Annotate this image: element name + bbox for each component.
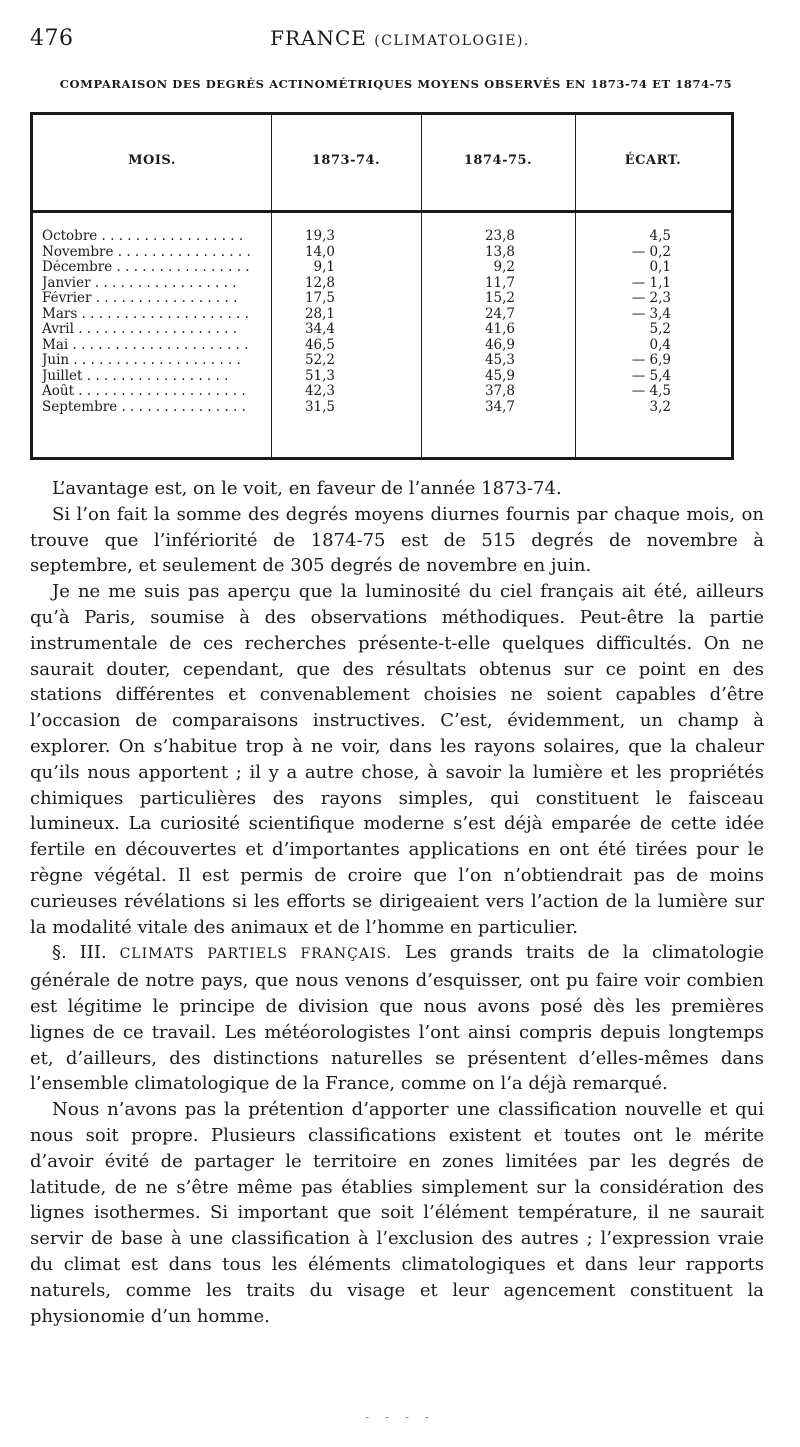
value-1874-75: 37,8 xyxy=(484,383,515,399)
month-cell: Août . . . . . . . . . . . . . . . . . . . . xyxy=(42,384,246,399)
table-row xyxy=(33,245,731,261)
footer-marks: - - - - xyxy=(365,1410,435,1424)
month-cell: Juin . . . . . . . . . . . . . . . . . . . . xyxy=(42,353,241,368)
value-1873-74: 34,4 xyxy=(304,321,335,337)
month-cell: Janvier . . . . . . . . . . . . . . . . . xyxy=(42,275,237,291)
month-cell: Décembre . . . . . . . . . . . . . . . . xyxy=(42,260,250,275)
value-ecart: — 5,4 xyxy=(631,367,671,384)
table-row xyxy=(33,307,731,323)
month-cell: Juillet . . . . . . . . . . . . . . . . . xyxy=(42,368,229,384)
column-header-ecart: ÉCART. xyxy=(624,153,682,168)
value-1873-74: 12,8 xyxy=(304,274,335,291)
value-ecart: — 6,9 xyxy=(631,352,671,368)
month-cell: Novembre . . . . . . . . . . . . . . . . xyxy=(42,244,251,260)
value-1873-74: 51,3 xyxy=(304,367,335,384)
value-1873-74: 17,5 xyxy=(304,290,335,306)
table-row xyxy=(33,353,731,369)
paragraph: Si l’on fait la somme des degrés moyens diurnes fournis par chaque mois, on trouve que l’infériorité de 1874-75 est de 515 degrés de novembre à septembre, et seulement de 305 degrés de novembre en juin. xyxy=(30,503,764,577)
page-number: 476 xyxy=(30,26,74,51)
month-cell: Septembre . . . . . . . . . . . . . . . xyxy=(42,399,246,415)
section-title: CLIMATS PARTIELS FRANÇAIS. xyxy=(119,946,393,963)
table-row xyxy=(33,384,731,400)
column-header-1874-75: 1874-75. xyxy=(463,153,533,168)
section-text: Les grands traits de la climatologie générale de notre pays, que nous venons d’esquisser, ont pu faire voir combien est légitime le principe de division que nous avons posé dès les premières lignes de ce travail. Les météorologistes l’ont ainsi compris depuis longtemps et, d’ailleurs, des distinctions naturelles se présentent d’elles-mêmes dans l’ensemble climatologique de la France, comme on l’a déjà remarqué. xyxy=(30,942,764,1095)
value-1873-74: 46,5 xyxy=(304,336,335,353)
value-1874-75: 11,7 xyxy=(484,274,515,291)
value-1873-74: 14,0 xyxy=(304,243,335,260)
column-header-1873-74: 1873-74. xyxy=(311,153,381,168)
table-row xyxy=(33,291,731,307)
value-ecart: 0,1 xyxy=(649,259,671,275)
table-row xyxy=(33,322,731,338)
value-1874-75: 23,8 xyxy=(484,228,515,244)
value-1874-75: 13,8 xyxy=(484,243,515,260)
section-paragraph xyxy=(30,940,764,1097)
table-row xyxy=(33,276,731,292)
value-1873-74: 52,2 xyxy=(304,352,335,368)
paragraph: Je ne me suis pas aperçu que la luminosité du ciel français ait été, ailleurs qu’à Paris, soumise à des observations méthodiques. Peut-être la partie instrumentale de ces recherches présente-t-elle quelques difficultés. On ne saurait douter, cependant, que des résultats obtenus sur ce point en des stations différentes et convenablement choisies ne soient capables d’être l’occasion de comparaisons instructives. C’est, évidemment, un champ à explorer. On s’habitue trop à ne voir, dans les rayons solaires, que la chaleur qu’ils nous apportent ; il y a autre chose, à savoir la lumière et les propriétés chimiques particulières des rayons simples, qui constituent le faisceau lumineux. La curiosité scientifique moderne s’est déjà emparée de cette idée fertile en découvertes et d’importantes applications en ont été tirées pour le règne végétal. Il est permis de croire que l’on n’obtiendrait pas de moins curieuses révélations si les efforts se dirigeaient vers l’action de la lumière sur la modalité vitale des animaux et de l’homme en particulier. xyxy=(30,581,764,938)
value-1874-75: 9,2 xyxy=(493,259,515,275)
value-ecart: 5,2 xyxy=(649,321,671,337)
table-body xyxy=(33,229,731,415)
section-number: §. III. xyxy=(52,942,107,964)
table-caption: COMPARAISON DES DEGRÉS ACTINOMÉTRIQUES MOYENS OBSERVÉS EN 1873-74 ET 1874-75 xyxy=(59,77,733,91)
value-1873-74: 28,1 xyxy=(304,305,335,322)
column-header-mois: MOIS. xyxy=(128,153,176,168)
actinometric-table xyxy=(30,112,734,460)
running-title-sub: (CLIMATOLOGIE). xyxy=(374,33,530,49)
value-1874-75: 45,9 xyxy=(484,367,515,384)
page-header xyxy=(30,26,770,60)
value-ecart: 4,5 xyxy=(649,228,671,244)
running-title-main: FRANCE xyxy=(270,26,367,50)
value-1873-74: 42,3 xyxy=(304,383,335,399)
value-ecart: — 1,1 xyxy=(631,274,671,291)
running-title xyxy=(30,26,770,50)
month-cell: Octobre . . . . . . . . . . . . . . . . . xyxy=(42,229,244,244)
value-ecart: — 0,2 xyxy=(631,243,671,260)
table-row xyxy=(33,400,731,416)
value-ecart: 0,4 xyxy=(649,336,671,353)
value-1873-74: 9,1 xyxy=(313,259,335,275)
month-cell: Mars . . . . . . . . . . . . . . . . . . . . xyxy=(42,306,249,322)
value-1874-75: 34,7 xyxy=(484,398,515,415)
paragraph: L’avantage est, on le voit, en faveur de l’année 1873-74. xyxy=(52,478,562,499)
table-row xyxy=(33,229,731,245)
month-cell: Avril . . . . . . . . . . . . . . . . . . . xyxy=(42,322,237,337)
body-text xyxy=(30,476,764,1329)
value-1874-75: 15,2 xyxy=(484,290,515,306)
value-ecart: 3,2 xyxy=(649,398,671,415)
table-row xyxy=(33,260,731,276)
table-row xyxy=(33,338,731,354)
value-ecart: — 3,4 xyxy=(631,305,671,322)
header-rule xyxy=(33,210,731,213)
value-ecart: — 4,5 xyxy=(631,383,671,399)
value-1874-75: 46,9 xyxy=(484,336,515,353)
table-row xyxy=(33,369,731,385)
paragraph: Nous n’avons pas la prétention d’apporter une classification nouvelle et qui nous soit propre. Plusieurs classifications existent et toutes ont le mérite d’avoir évité de partager le territoire en zones limitées par les degrés de latitude, de ne s’être même pas établies simplement sur la considération des lignes isothermes. Si important que soit l’élément température, il ne saurait servir de base à une classification à l’exclusion des autres ; l’expression vraie du climat est dans tous les éléments climatologiques et dans leur rapports naturels, comme les traits du visage et leur agencement constituent la physionomie d’un homme. xyxy=(30,1099,764,1327)
value-1873-74: 31,5 xyxy=(304,398,335,415)
month-cell: Mai . . . . . . . . . . . . . . . . . . . . . xyxy=(42,337,249,353)
value-ecart: — 2,3 xyxy=(631,290,671,306)
value-1874-75: 24,7 xyxy=(484,305,515,322)
value-1873-74: 19,3 xyxy=(304,228,335,244)
month-cell: Février . . . . . . . . . . . . . . . . . xyxy=(42,291,238,306)
value-1874-75: 45,3 xyxy=(484,352,515,368)
value-1874-75: 41,6 xyxy=(484,321,515,337)
